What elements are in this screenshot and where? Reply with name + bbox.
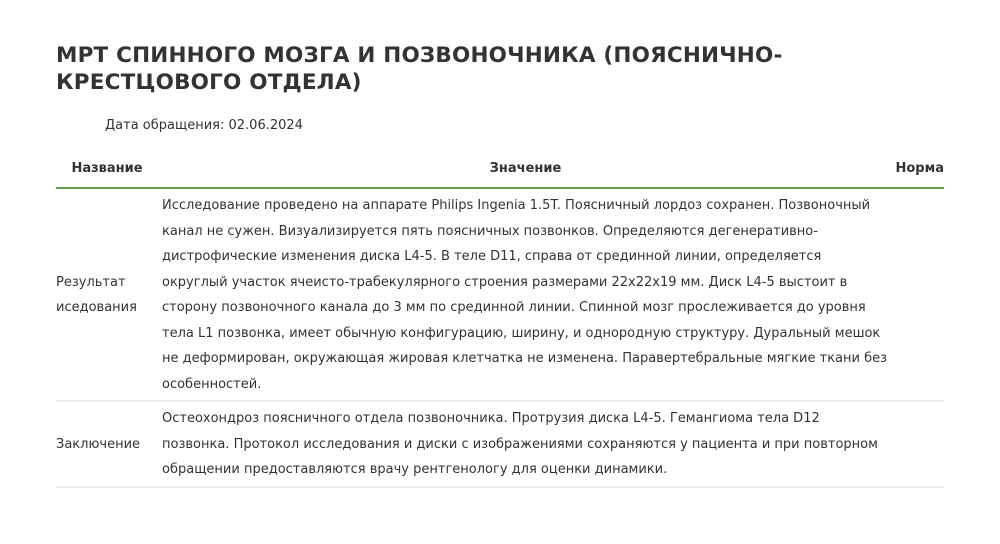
header-name: Название xyxy=(56,150,158,188)
table-header-row xyxy=(56,150,944,188)
visit-date: Дата обращения: 02.06.2024 xyxy=(105,118,303,133)
table-row xyxy=(56,401,944,487)
page-title: МРТ СПИННОГО МОЗГА И ПОЗВОНОЧНИКА (ПОЯСНИЧНО-КРЕСТЦОВОГО ОТДЕЛА) xyxy=(56,43,783,95)
row-name: Результат иседования xyxy=(56,188,158,401)
table-row xyxy=(56,188,944,401)
header-value: Значение xyxy=(158,150,893,188)
row-name: Заключение xyxy=(56,401,158,487)
row-value: Исследование проведено на аппарате Philips Ingenia 1.5T. Поясничный лордоз сохранен. Позвоночный канал не сужен. Визуализируется пять поясничных позвонков. Определяются дегенеративно-дистрофические изменения диска L4-5. В теле D11, справа от срединной линии, определяется округлый участок ячеисто-трабекулярного строения размерами 22x22x19 мм. Диск L4-5 выстоит в сторону позвоночного канала до 3 мм по срединной линии. Спинной мозг прослеживается до уровня тела L1 позвонка, имеет обычную конфигурацию, ширину, и однородную структуру. Дуральный мешок не деформирован, окружающая жировая клетчатка не изменена. Паравертебральные мягкие ткани без особенностей. xyxy=(158,188,893,401)
row-norm xyxy=(893,401,944,487)
results-table xyxy=(56,150,944,488)
header-norm: Норма xyxy=(893,150,944,188)
row-norm xyxy=(893,188,944,401)
row-value: Остеохондроз поясничного отдела позвоночника. Протрузия диска L4-5. Гемангиома тела D12 позвонка. Протокол исследования и диски с изображениями сохраняются у пациента и при повторном обращении предоставляются врачу рентгенологу для оценки динамики. xyxy=(158,401,893,487)
